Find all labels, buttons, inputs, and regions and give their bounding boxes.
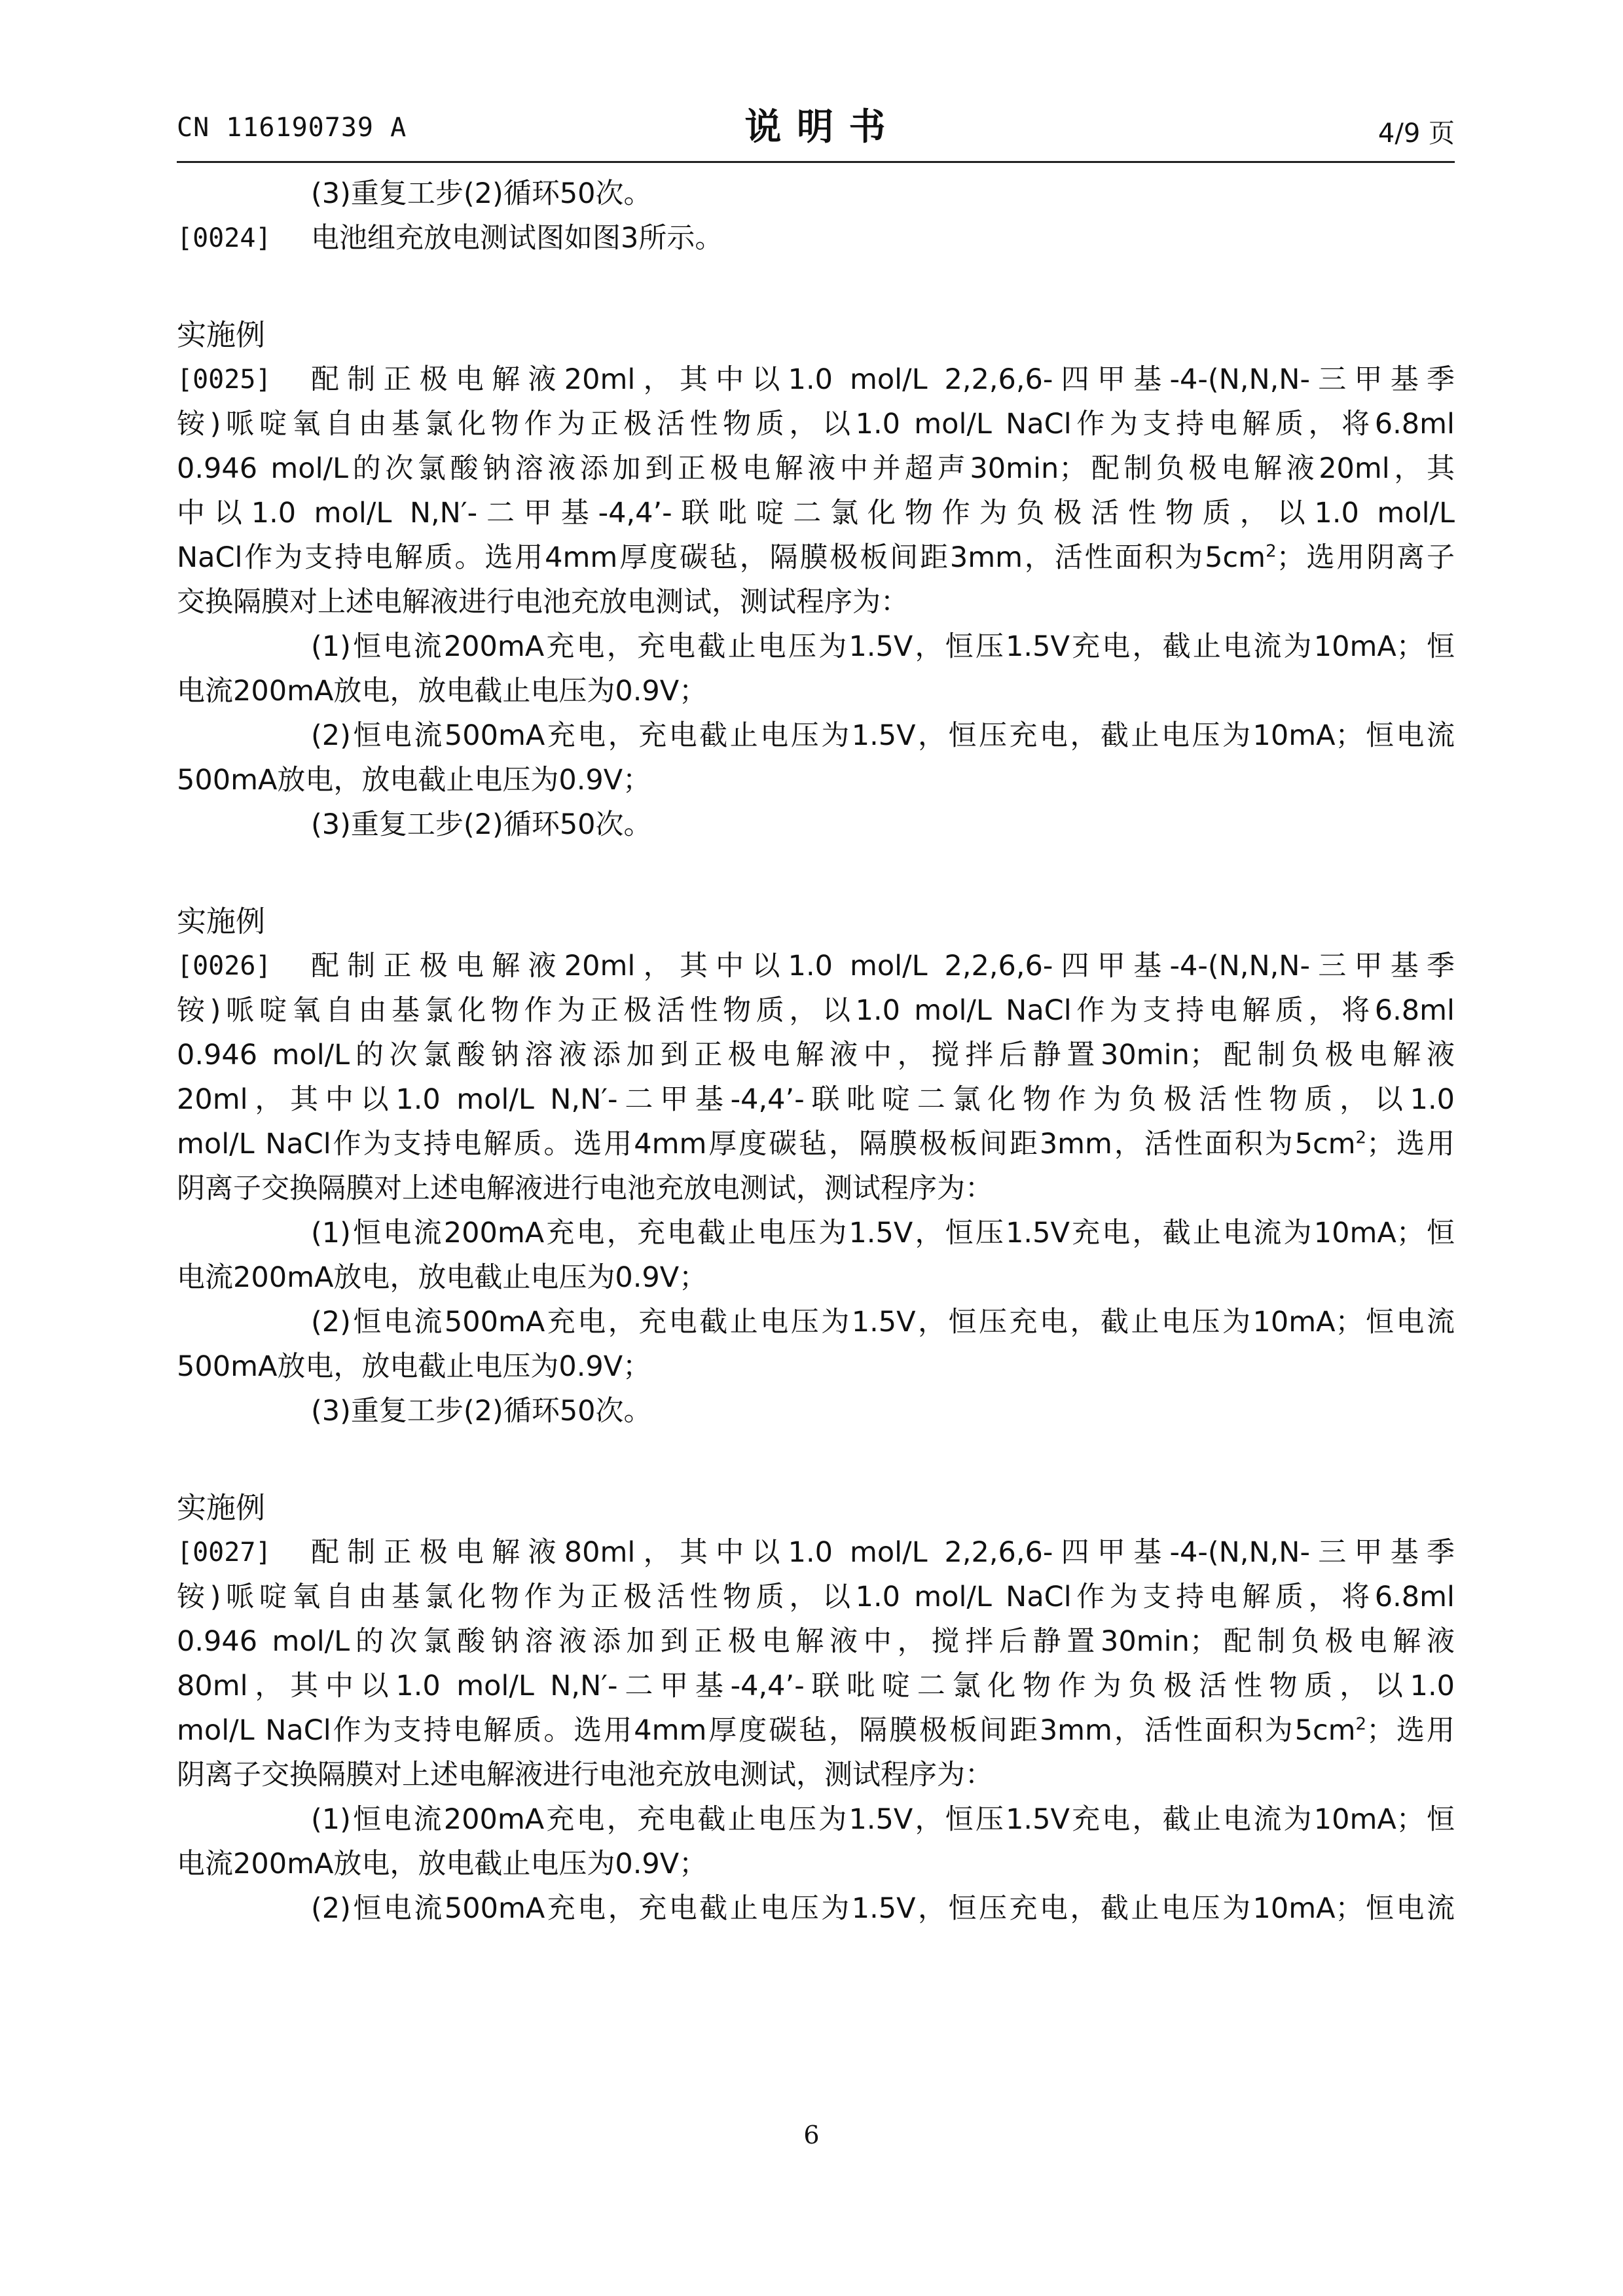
paragraph-line: 配制正极电解液20ml，其中以1.0 mol/L 2,2,6,6-四甲基-4-(N,N,N-三甲基季	[311, 363, 1455, 396]
paragraph-0027	[177, 1530, 1455, 1575]
superscript: 2	[1355, 1128, 1367, 1148]
line-text: mol/L NaCl作为支持电解质。选用4mm厚度碳毡，隔膜极板间距3mm，活性面积为5cm	[177, 1714, 1356, 1747]
paragraph-line: 铵)哌啶氧自由基氯化物作为正极活性物质，以1.0 mol/L NaCl作为支持电解质，将6.8ml	[177, 1581, 1455, 1613]
section-heading: 实施例	[177, 904, 266, 939]
paragraph-line: 中以1.0 mol/L N,N′-二甲基-4,4’-联吡啶二氯化物作为负极活性物质，以1.0 mol/L	[177, 497, 1455, 529]
line-text: ；选用阴离子	[1276, 541, 1455, 574]
step-3-line: (3)重复工步(2)循环50次。	[311, 808, 652, 841]
paragraph-line: 0.946 mol/L的次氯酸钠溶液添加到正极电解液中并超声30min；配制负极电解液20ml，其	[177, 452, 1455, 485]
paragraph-0024	[177, 216, 1455, 260]
page-number: 6	[803, 2121, 820, 2149]
publication-number: CN 116190739 A	[177, 113, 407, 143]
step-1-continuation: 电流200mA放电，放电截止电压为0.9V；	[177, 1848, 708, 1880]
paragraph-line: 阴离子交换隔膜对上述电解液进行电池充放电测试，测试程序为：	[177, 1759, 993, 1791]
superscript: 2	[1266, 541, 1277, 562]
paragraph-line: 0.946 mol/L的次氯酸钠溶液添加到正极电解液中，搅拌后静置30min；配制负极电解液	[177, 1625, 1455, 1658]
document-body	[177, 171, 1455, 1931]
step-1-continuation: 电流200mA放电，放电截止电压为0.9V；	[177, 1261, 708, 1294]
line-text: NaCl作为支持电解质。选用4mm厚度碳毡，隔膜极板间距3mm，活性面积为5cm	[177, 541, 1266, 574]
step-1-continuation: 电流200mA放电，放电截止电压为0.9V；	[177, 675, 708, 708]
paragraph-line: 配制正极电解液80ml，其中以1.0 mol/L 2,2,6,6-四甲基-4-(N,N,N-三甲基季	[311, 1536, 1455, 1569]
paragraph-line	[177, 535, 1455, 580]
paragraph-number: [0026]	[177, 951, 272, 981]
line-text: ；选用	[1366, 1128, 1455, 1160]
step-3-line: (3)重复工步(2)循环50次。	[311, 1395, 652, 1427]
superscript: 2	[1355, 1714, 1367, 1734]
paragraph-line: 20ml，其中以1.0 mol/L N,N′-二甲基-4,4’-联吡啶二氯化物作为负极活性物质，以1.0	[177, 1083, 1455, 1116]
paragraph-line: 铵)哌啶氧自由基氯化物作为正极活性物质，以1.0 mol/L NaCl作为支持电解质，将6.8ml	[177, 994, 1455, 1027]
step-1-line: (1)恒电流200mA充电，充电截止电压为1.5V，恒压1.5V充电，截止电流为10mA；恒	[311, 630, 1455, 663]
paragraph-line: 0.946 mol/L的次氯酸钠溶液添加到正极电解液中，搅拌后静置30min；配制负极电解液	[177, 1039, 1455, 1071]
step-1-line: (1)恒电流200mA充电，充电截止电压为1.5V，恒压1.5V充电，截止电流为10mA；恒	[311, 1803, 1455, 1836]
paragraph-text: 电池组充放电测试图如图3所示。	[311, 222, 723, 255]
paragraph-0025	[177, 357, 1455, 402]
section-heading: 实施例	[177, 1490, 266, 1525]
step-2-line: (2)恒电流500mA充电，充电截止电压为1.5V，恒压充电，截止电压为10mA；恒电流	[311, 1892, 1455, 1925]
paragraph-0026	[177, 944, 1455, 988]
step-3-line: (3)重复工步(2)循环50次。	[311, 177, 652, 210]
paragraph-number: [0024]	[177, 223, 272, 253]
paragraph-line: 阴离子交换隔膜对上述电解液进行电池充放电测试，测试程序为：	[177, 1172, 993, 1205]
document-title: 说 明 书	[744, 105, 887, 149]
paragraph-line	[177, 1122, 1455, 1166]
step-1-line: (1)恒电流200mA充电，充电截止电压为1.5V，恒压1.5V充电，截止电流为10mA；恒	[311, 1217, 1455, 1249]
paragraph-line	[177, 1708, 1455, 1753]
line-text: ；选用	[1366, 1714, 1455, 1747]
paragraph-line: 铵)哌啶氧自由基氯化物作为正极活性物质，以1.0 mol/L NaCl作为支持电解质，将6.8ml	[177, 408, 1455, 440]
section-heading: 实施例	[177, 317, 266, 352]
paragraph-line: 交换隔膜对上述电解液进行电池充放电测试，测试程序为：	[177, 586, 909, 619]
line-text: mol/L NaCl作为支持电解质。选用4mm厚度碳毡，隔膜极板间距3mm，活性面积为5cm	[177, 1128, 1356, 1160]
step-2-line: (2)恒电流500mA充电，充电截止电压为1.5V，恒压充电，截止电压为10mA；恒电流	[311, 1306, 1455, 1338]
step-2-continuation: 500mA放电，放电截止电压为0.9V；	[177, 764, 651, 797]
step-2-continuation: 500mA放电，放电截止电压为0.9V；	[177, 1350, 651, 1383]
page-count: 4/9 页	[1377, 118, 1455, 149]
paragraph-number: [0025]	[177, 365, 272, 395]
page-header	[177, 98, 1455, 157]
step-2-line: (2)恒电流500mA充电，充电截止电压为1.5V，恒压充电，截止电压为10mA；恒电流	[311, 719, 1455, 752]
paragraph-line: 配制正极电解液20ml，其中以1.0 mol/L 2,2,6,6-四甲基-4-(N,N,N-三甲基季	[311, 950, 1455, 982]
paragraph-number: [0027]	[177, 1537, 272, 1568]
header-divider	[177, 161, 1455, 163]
paragraph-line: 80ml，其中以1.0 mol/L N,N′-二甲基-4,4’-联吡啶二氯化物作为负极活性物质，以1.0	[177, 1670, 1455, 1702]
